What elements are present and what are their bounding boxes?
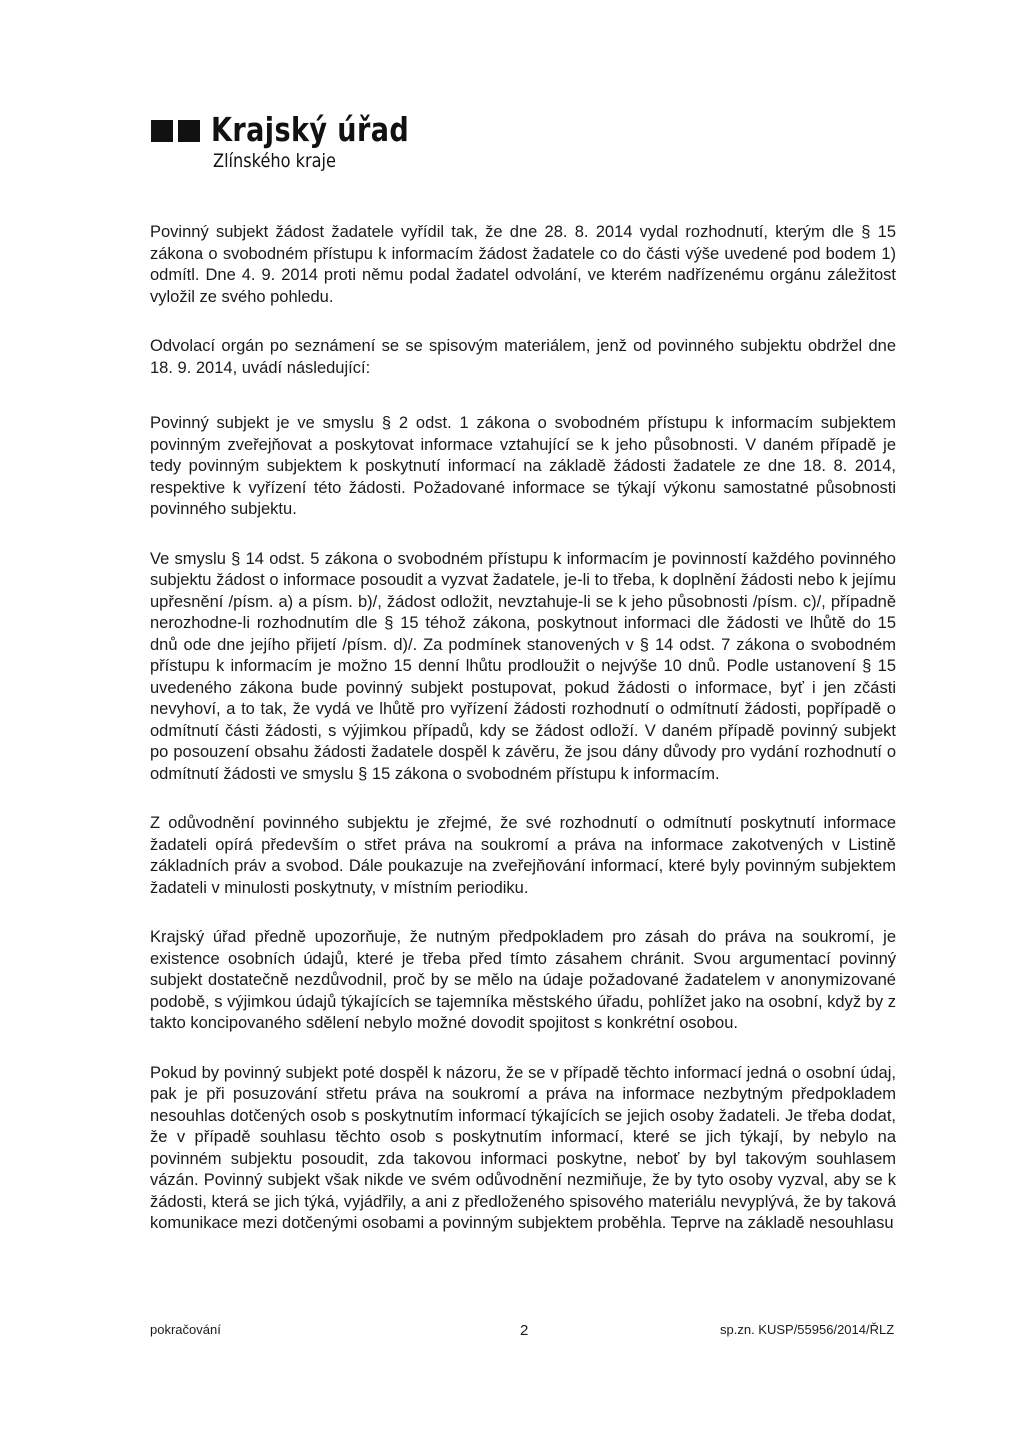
paragraph: Pokud by povinný subjekt poté dospěl k názoru, že se v případě těchto informací jedná o osobní údaj, pak je při posuzování střetu práva na soukromí a práva na informace nezbytným předpokladem nesouhlas dotčených osob s poskytnutím informací týkajících se jejich osoby žadateli. Je třeba dodat, že v případě souhlasu těchto osob s poskytnutím informací, které se jich týkají, by nebylo na povinném subjektu posoudit, zda takovou informaci poskytne, neboť by byl takovým souhlasem vázán. Povinný subjekt však nikde ve svém odůvodnění nezmiňuje, že by tyto osoby vyzval, aby se k žádosti, která se jich týká, vyjádřily, a ani z předloženého spisového materiálu nevyplývá, že by taková komunikace mezi dotčenými osobami a povinným subjektem proběhla. Teprve na základě nesouhlasu	[150, 1063, 896, 1232]
logo-squares-icon	[151, 120, 205, 142]
paragraph: Odvolací orgán po seznámení se se spisovým materiálem, jenž od povinného subjektu obdržel dne 18. 9. 2014, uvádí následující:	[150, 337, 896, 377]
paragraph: Povinný subjekt žádost žadatele vyřídil tak, že dne 28. 8. 2014 vydal rozhodnutí, kterým dle § 15 zákona o svobodném přístupu k informacím žádost žadatele co do části výše uvedené pod bodem 1) odmítl. Dne 4. 9. 2014 proti němu podal žadatel odvolání, ve kterém nadřízenému orgánu záležitost vyložil ze svého pohledu.	[150, 223, 896, 306]
document-body	[150, 222, 896, 1263]
file-reference: sp.zn. KUSP/55956/2014/ŘLZ	[720, 1322, 895, 1337]
paragraph: Ve smyslu § 14 odst. 5 zákona o svobodném přístupu k informacím je povinností každého povinného subjektu žádost o informace posoudit a vyzvat žadatele, je-li to třeba, k doplnění žádosti nebo k jejímu upřesnění /písm. a) a písm. b)/, žádost odložit, nevztahuje-li se k jeho působnosti /písm. c)/, případně nerozhodne-li rozhodnutím dle § 15 téhož zákona, poskytnout informaci dle žádosti ve lhůtě do 15 dnů ode dne jejího přijetí /písm. d)/. Za podmínek stanovených v § 14 odst. 7 zákona o svobodném přístupu k informacím je možno 15 denní lhůtu prodloužit o nejvýše 10 dnů. Podle ustanovení § 15 uvedeného zákona bude povinný subjekt postupovat, pokud žádosti o informace, byť i jen zčásti nevyhoví, a to tak, že vydá ve lhůtě pro vyřízení žádosti rozhodnutí o odmítnutí žádosti, popřípadě o odmítnutí části žádosti, s výjimkou případů, kdy se žádost odloží. V daném případě povinný subjekt po posouzení obsahu žádosti žadatele dospěl k závěru, že jsou dány důvody pro vydání rozhodnutí o odmítnutí žádosti ve smyslu § 15 zákona o svobodném přístupu k informacím.	[150, 549, 896, 783]
paragraph: Krajský úřad předně upozorňuje, že nutným předpokladem pro zásah do práva na soukromí, je existence osobních údajů, které je třeba před tímto zásahem chránit. Svou argumentací povinný subjekt dostatečně nezdůvodnil, proč by se mělo na údaje požadované žadatelem v anonymizované podobě, s výjimkou údajů týkajících se tajemníka městského úřadu, pohlížet jako na osobní, když by z takto koncipovaného sdělení nebylo možné dovodit spojitost s konkrétní osobou.	[150, 928, 896, 1032]
paragraph: Povinný subjekt je ve smyslu § 2 odst. 1 zákona o svobodném přístupu k informacím subjektem povinným zveřejňovat a poskytovat informace vztahující se k jeho působnosti. V daném případě je tedy povinným subjektem k poskytnutí informací na základě žádosti žadatele ze dne 18. 8. 2014, respektive k vyřízení této žádosti. Požadované informace se týkají výkonu samostatné působnosti povinného subjektu.	[150, 414, 896, 518]
logo-subtitle: Zlínského kraje	[213, 150, 336, 172]
page-number: 2	[520, 1322, 529, 1339]
logo-title: Krajský úřad	[211, 110, 410, 149]
continuation-note: pokračování	[150, 1322, 221, 1337]
paragraph: Z odůvodnění povinného subjektu je zřejmé, že své rozhodnutí o odmítnutí poskytnutí informace žadateli opírá především o střet práva na soukromí a práva na informace zakotvených v Listině základních práv a svobod. Dále poukazuje na zveřejňování informací, které byly povinným subjektem žadateli v minulosti poskytnuty, v místním periodiku.	[150, 814, 896, 897]
